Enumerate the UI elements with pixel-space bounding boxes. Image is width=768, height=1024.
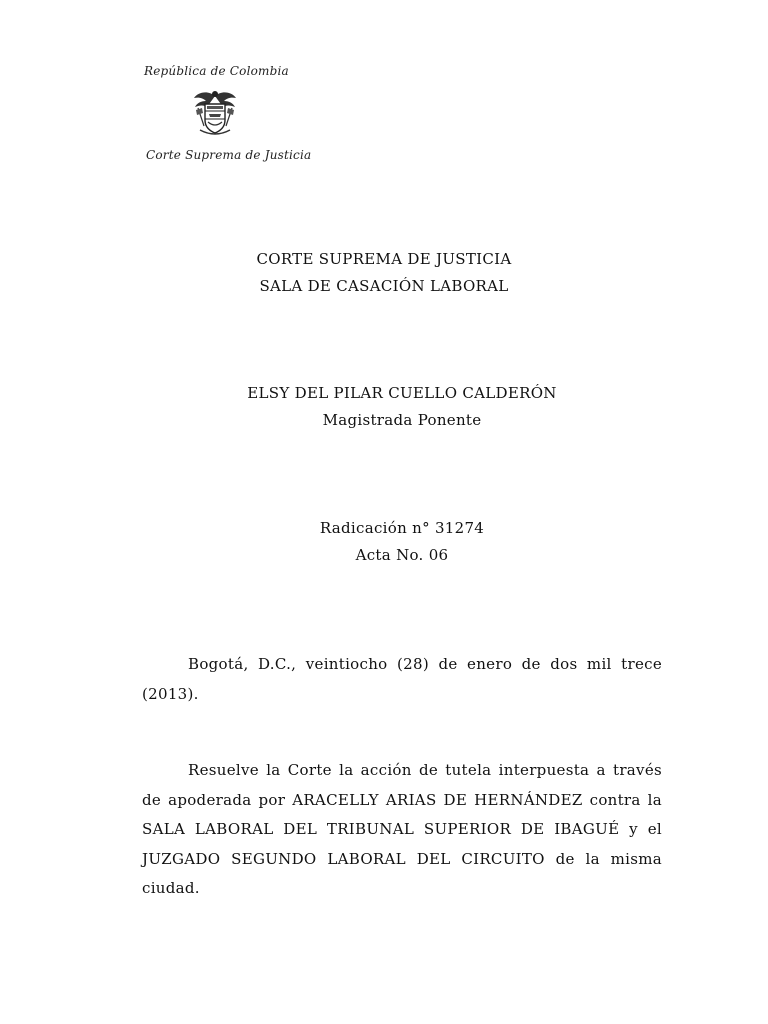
- letterhead: [140, 60, 340, 180]
- magistrate-role: Magistrada Ponente: [322, 411, 482, 429]
- radicacion-number: Radicación n° 31274: [319, 519, 485, 537]
- court-chamber: SALA DE CASACIÓN LABORAL: [259, 277, 509, 295]
- letterhead-country: República de Colombia: [144, 64, 289, 78]
- body-paragraph: Resuelve la Corte la acción de tutela interpuesta a través de apoderada por ARACELLY ARIAS DE HERNÁNDEZ contra la SALA LABORAL DEL TRIBUNAL SUPERIOR DE IBAGUÉ y el JUZGADO SEGUNDO LABORAL DEL CIRCUITO de la misma ciudad.: [142, 761, 662, 897]
- court-name: CORTE SUPREMA DE JUSTICIA: [256, 250, 512, 268]
- court-heading: [0, 246, 768, 300]
- acta-number: Acta No. 06: [355, 546, 449, 564]
- date-paragraph: Bogotá, D.C., veintiocho (28) de enero de dos mil trece (2013).: [142, 655, 662, 703]
- coat-of-arms-icon: [190, 86, 240, 138]
- case-reference: [18, 515, 768, 569]
- magistrate-name: ELSY DEL PILAR CUELLO CALDERÓN: [247, 384, 557, 402]
- letterhead-court: Corte Suprema de Justicia: [146, 148, 312, 162]
- magistrate-heading: [18, 380, 768, 434]
